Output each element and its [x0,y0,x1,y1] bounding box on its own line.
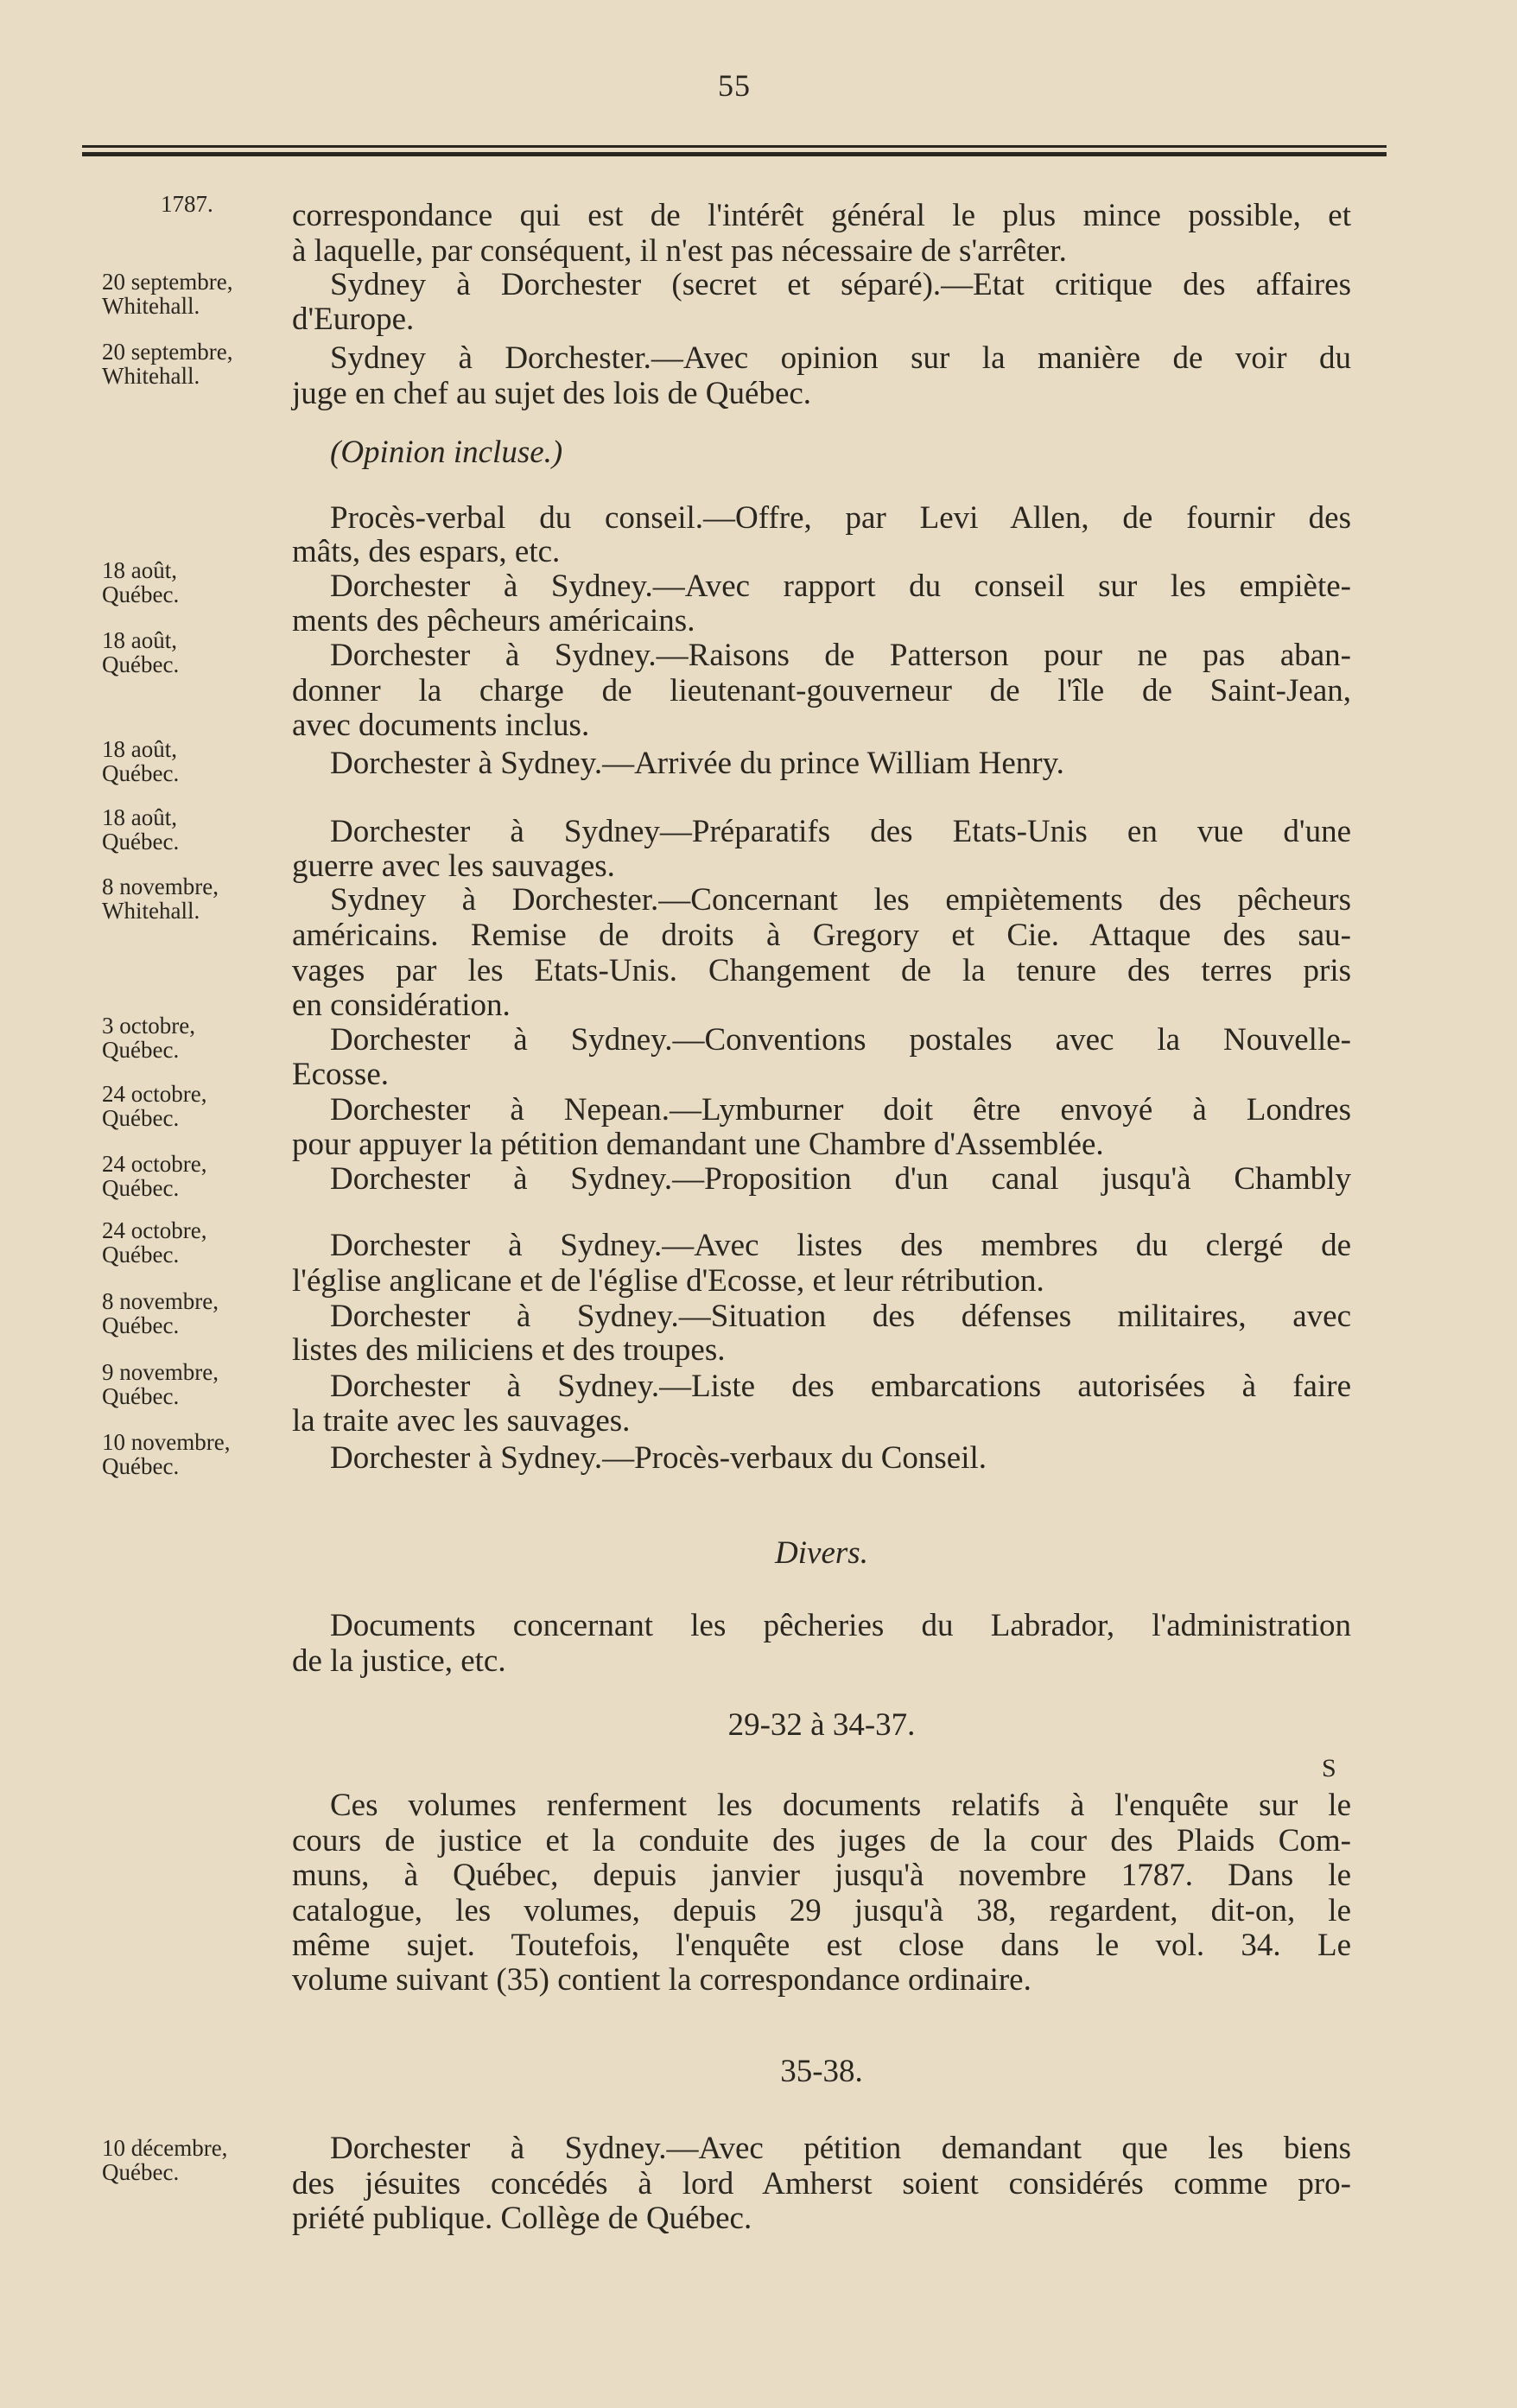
entry-text-line: Dorchester à Sydney.—Situation des défenses militaires, avec [330,1299,1351,1334]
section-text-line: priété publique. Collège de Québec. [292,2201,752,2236]
date-line: 8 novembre, [102,1288,219,1314]
margin-date [102,1218,301,1267]
place-line: Whitehall. [102,363,200,389]
entry-text-line: Sydney à Dorchester (secret et séparé).—Etat critique des affaires [330,267,1351,302]
entry-text-line: Dorchester à Sydney.—Raisons de Patterson pour ne pas aban- [330,638,1351,673]
entry-text-line: Sydney à Dorchester.—Avec opinion sur la manière de voir du [330,340,1351,376]
entry-text-line: Sydney à Dorchester.—Concernant les empiètements des pêcheurs [330,882,1351,918]
entry-text-line: mâts, des espars, etc. [292,534,561,569]
entry-text-line: Dorchester à Sydney.—Avec rapport du conseil sur les empiète- [330,569,1351,604]
entry-text-line: ments des pêcheurs américains. [292,603,695,639]
date-line: 24 octobre, [102,1217,207,1243]
margin-date [102,1289,301,1337]
date-line: 18 août, [102,736,177,762]
date-line: 9 novembre, [102,1359,219,1385]
opinion-note: (Opinion incluse.) [330,435,563,470]
entry-text-line: Dorchester à Sydney.—Proposition d'un canal jusqu'à Chambly [330,1161,1351,1197]
section-text-line: volume suivant (35) contient la correspondance ordinaire. [292,1962,1031,1998]
place-line: Québec. [102,1383,180,1409]
date-line: 10 novembre, [102,1429,231,1455]
place-line: Québec. [102,1312,180,1338]
margin-date [102,874,301,923]
entry-text-line: listes des miliciens et des troupes. [292,1332,726,1368]
margin-date [102,628,301,677]
page-number: 55 [718,68,751,103]
entry-text-line: correspondance qui est de l'intérêt général le plus mince possible, et [292,198,1351,233]
entry-text-line: juge en chef au sujet des lois de Québec. [292,376,812,411]
place-line: Québec. [102,829,180,855]
date-line: 18 août, [102,804,177,830]
margin-date [102,737,301,785]
entry-text-line: en considération. [292,988,511,1023]
divers-text-line: Documents concernant les pêcheries du Labrador, l'administration [330,1608,1351,1643]
entry-text-line: Dorchester à Nepean.—Lymburner doit être envoyé à Londres [330,1092,1351,1128]
entry-text-line: américains. Remise de droits à Gregory et Cie. Attaque des sau- [292,918,1351,953]
entry-text-line: Procès-verbal du conseil.—Offre, par Levi Allen, de fournir des [330,500,1351,536]
place-line: Québec. [102,1037,180,1063]
entry-text-line: Ecosse. [292,1057,389,1092]
entry-text-line: l'église anglicane et de l'église d'Ecosse, et leur rétribution. [292,1263,1044,1299]
place-line: Québec. [102,760,180,786]
section-text-line: catalogue, les volumes, depuis 29 jusqu'à 38, regardent, dit-on, le [292,1893,1351,1928]
entry-text-line: la traite avec les sauvages. [292,1403,631,1439]
entry-text-line: avec documents inclus. [292,708,590,743]
margin-date [102,1360,301,1408]
header-rule-thin [82,145,1387,148]
entry-text-line: Dorchester à Sydney.—Arrivée du prince William Henry. [330,746,1064,781]
date-line: 18 août, [102,557,177,583]
place-line: Québec. [102,2159,180,2185]
section-text-line: Dorchester à Sydney.—Avec pétition demandant que les biens [330,2131,1351,2166]
date-line: 20 septembre, [102,339,233,365]
margin-date [102,2136,301,2184]
header-rule-thick [82,152,1387,156]
entry-text-line: à laquelle, par conséquent, il n'est pas nécessaire de s'arrêter. [292,233,1067,269]
section-text-line: cours de justice et la conduite des juges de la cour des Plaids Com- [292,1823,1351,1858]
entry-text-line: donner la charge de lieutenant-gouverneur de l'île de Saint-Jean, [292,673,1351,708]
side-mark: S [1322,1754,1336,1782]
date-line: 24 octobre, [102,1151,207,1177]
margin-date [102,1430,301,1478]
entry-text-line: guerre avec les sauvages. [292,848,615,884]
place-line: Québec. [102,1453,180,1479]
date-line: 10 décembre, [102,2135,228,2161]
entry-text-line: d'Europe. [292,302,415,337]
entry-text-line: vages par les Etats-Unis. Changement de la tenure des terres pris [292,953,1351,988]
place-line: Québec. [102,581,180,607]
entry-text-line: Dorchester à Sydney.—Procès-verbaux du Conseil. [330,1440,987,1476]
date-line: 24 octobre, [102,1081,207,1107]
divers-text-line: de la justice, etc. [292,1643,506,1679]
section-text-line: même sujet. Toutefois, l'enquête est close dans le vol. 34. Le [292,1928,1351,1963]
place-line: Whitehall. [102,898,200,924]
entry-text-line: Dorchester à Sydney.—Avec listes des membres du clergé de [330,1228,1351,1263]
volume-range-heading: 35-38. [780,2054,863,2089]
year-margin-note: 1787. [161,191,213,217]
date-line: 18 août, [102,627,177,653]
place-line: Québec. [102,651,180,677]
date-line: 20 septembre, [102,269,233,295]
date-line: 8 novembre, [102,874,219,899]
margin-date [102,1152,301,1200]
place-line: Québec. [102,1105,180,1131]
entry-text-line: Dorchester à Sydney—Préparatifs des Etats-Unis en vue d'une [330,814,1351,849]
section-text-line: muns, à Québec, depuis janvier jusqu'à novembre 1787. Dans le [292,1858,1351,1893]
margin-date [102,805,301,854]
entry-text-line: Dorchester à Sydney.—Conventions postales avec la Nouvelle- [330,1022,1351,1058]
section-text-line: des jésuites concédés à lord Amherst soient considérés comme pro- [292,2166,1351,2202]
margin-date [102,270,301,318]
place-line: Québec. [102,1175,180,1201]
margin-date [102,340,301,388]
entry-text-line: pour appuyer la pétition demandant une Chambre d'Assemblée. [292,1127,1104,1162]
margin-date [102,558,301,607]
margin-date [102,1013,301,1062]
volume-range-heading: 29-32 à 34-37. [727,1707,916,1743]
divers-heading: Divers. [775,1535,868,1571]
place-line: Whitehall. [102,293,200,319]
entry-text-line: Dorchester à Sydney.—Liste des embarcations autorisées à faire [330,1369,1351,1404]
date-line: 3 octobre, [102,1013,195,1039]
place-line: Québec. [102,1242,180,1268]
section-text-line: Ces volumes renferment les documents relatifs à l'enquête sur le [330,1788,1351,1823]
margin-date [102,1082,301,1130]
